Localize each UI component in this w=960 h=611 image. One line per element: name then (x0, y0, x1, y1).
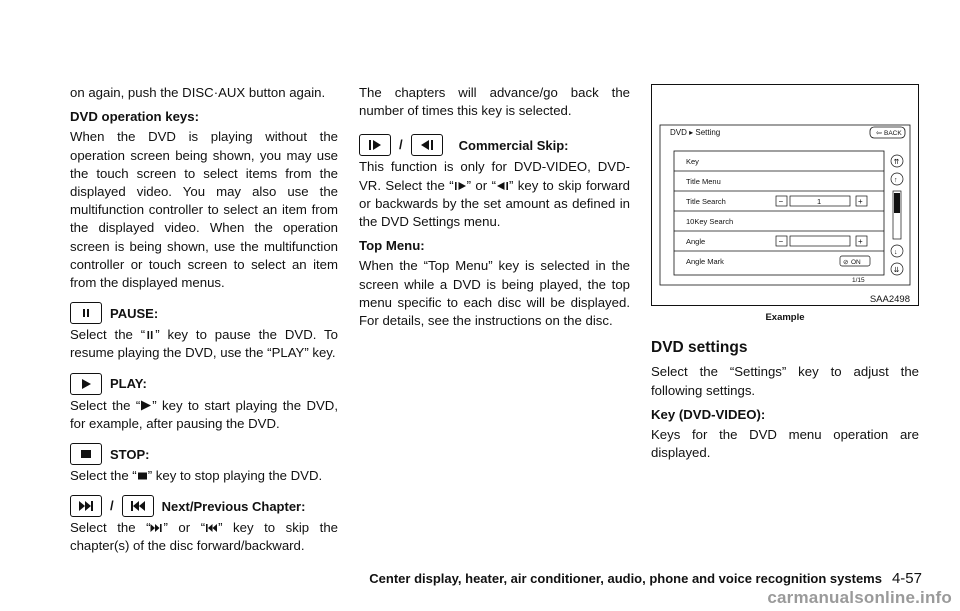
angle-mark-value: ON (851, 259, 861, 266)
angle-value-box (790, 236, 850, 246)
play-icon (140, 400, 152, 411)
slash-separator: / (110, 498, 114, 514)
screen-title: DVD ▸ Setting (670, 128, 721, 137)
commercial-skip-forward-icon (454, 181, 467, 191)
middle-column (359, 84, 630, 336)
dvd-settings-figure (651, 84, 919, 306)
key-dvd-video-body: Keys for the DVD menu operation are displayed. (651, 427, 919, 461)
settings-item-title-search: Title Search (686, 197, 726, 206)
commercial-skip-forward-icon (359, 134, 391, 156)
settings-item-title-menu: Title Menu (686, 177, 721, 186)
left-column (70, 84, 338, 562)
svg-text:+: + (858, 237, 863, 246)
stop-icon (70, 443, 102, 465)
figure-code: SAA2498 (869, 294, 910, 305)
svg-text:⊘: ⊘ (843, 259, 849, 266)
pause-icon (145, 330, 155, 340)
previous-chapter-icon (122, 495, 154, 517)
footer-chapter-title: Center display, heater, air conditioner, audio, phone and voice recognition systems (369, 571, 882, 586)
chapter-key-row (70, 495, 338, 517)
pause-label: PAUSE: (110, 306, 159, 322)
svg-text:−: − (778, 237, 784, 246)
commercial-skip-description: This function is only for DVD-VIDEO, DVD-VR. Select the “ ” or “ ” key to skip forward or backwards by the set amount as defined in the DVD Settings menu. (359, 159, 630, 230)
next-chapter-icon (70, 495, 102, 517)
watermark: carmanualsonline.info (767, 588, 952, 607)
play-description: Select the “ ” key to start playing the DVD, for example, after pausing the DVD. (70, 397, 338, 431)
settings-item-key: Key (686, 157, 699, 166)
top-menu-body: When the “Top Menu” key is selected in the screen while a DVD is being played, the top menu specific to each disc will be displayed. For details, see the instructions on the disc. (359, 258, 630, 329)
commercial-key-row (359, 134, 630, 156)
commercial-skip-label: Commercial Skip: (458, 138, 569, 154)
play-icon (70, 373, 102, 395)
svg-text:⇈: ⇈ (893, 159, 900, 166)
title-search-value: 1 (817, 197, 822, 206)
play-key-row (70, 373, 338, 395)
top-menu-heading: Top Menu: (359, 238, 425, 254)
stop-description: Select the “ ” key to stop playing the DVD. (70, 468, 323, 484)
settings-item-angle-mark: Angle Mark (686, 257, 724, 266)
play-label: PLAY: (110, 376, 147, 392)
dvd-settings-intro: Select the “Settings” key to adjust the following settings. (651, 364, 919, 398)
commercial-skip-back-icon (411, 134, 443, 156)
page-number: 4-57 (891, 570, 922, 587)
chapter-continue-text: The chapters will advance/go back the number of times this key is selected. (359, 85, 630, 119)
right-column (651, 84, 919, 468)
dvd-settings-screen (652, 85, 918, 305)
stop-label: STOP: (110, 446, 150, 462)
page-indicator: 1/15 (852, 277, 865, 284)
stop-icon (137, 471, 148, 481)
figure-caption: Example (765, 312, 805, 323)
page-footer (369, 570, 922, 587)
dvd-settings-title: DVD settings (651, 339, 748, 357)
pause-description: Select the “ ” key to pause the DVD. To resume playing the DVD, use the “PLAY” key. (70, 327, 338, 361)
svg-text:↑: ↑ (894, 177, 898, 184)
dvd-keys-heading: DVD operation keys: (70, 109, 199, 125)
intro-text: on again, push the DISC·AUX button again. (70, 85, 326, 100)
key-dvd-video-heading: Key (DVD-VIDEO): (651, 406, 766, 422)
pause-key-row (70, 302, 338, 324)
svg-text:+: + (858, 197, 863, 206)
back-icon: ⇦ (876, 130, 882, 137)
slash-separator: / (399, 137, 403, 153)
settings-item-angle: Angle (686, 237, 706, 246)
dvd-keys-body: When the DVD is playing without the operation screen being shown, you may use the touch screen to select items from the displayed video. You may also use the multifunction controller to select an item from the displayed video. When the operation screen is being shown, use the multifunction controller or touch screen to select an item from the displayed menus. (70, 129, 338, 291)
commercial-skip-back-icon (496, 181, 509, 191)
stop-key-row (70, 443, 338, 465)
chapter-label: Next/Previous Chapter: (161, 499, 306, 515)
pause-icon (70, 302, 102, 324)
svg-text:−: − (778, 197, 784, 206)
svg-text:↓: ↓ (894, 249, 898, 256)
scrollbar-thumb (894, 193, 900, 213)
back-label: BACK (884, 130, 902, 137)
svg-text:⇊: ⇊ (893, 267, 900, 274)
previous-chapter-icon (205, 523, 218, 533)
next-chapter-icon (150, 523, 163, 533)
chapter-description: Select the “ ” or “ ” key to skip the chapter(s) of the disc forward/backward. (70, 520, 338, 554)
settings-item-10key-search: 10Key Search (686, 217, 734, 226)
